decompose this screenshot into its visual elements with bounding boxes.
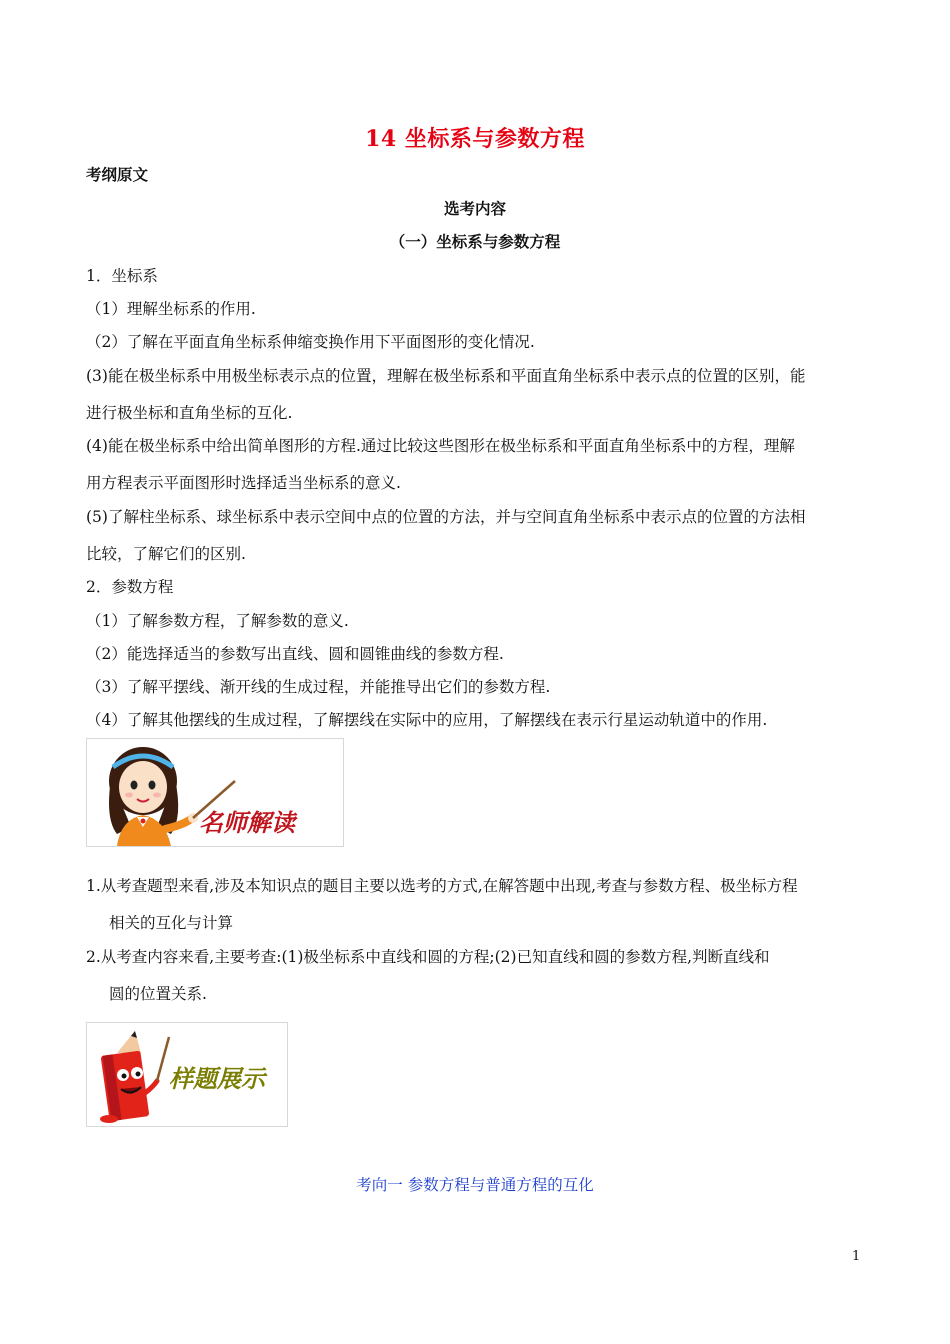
subheading-elective: 选考内容 — [443, 199, 506, 218]
section1-item: (4)能在极坐标系中给出简单图形的方程.通过比较这些图形在极坐标系和平面直角坐标系中的方程，理解 — [86, 437, 795, 455]
section1-item: (3)能在极坐标系中用极坐标表示点的位置，理解在极坐标系和平面直角坐标系中表示点的位置的区别，能 — [86, 367, 806, 385]
section1-item-cont: 用方程表示平面图形时选择适当坐标系的意义. — [86, 474, 401, 492]
subheading-topic: （一）坐标系与参数方程 — [389, 232, 561, 251]
red-pencil-mascot — [87, 1023, 287, 1126]
teacher-banner — [86, 738, 344, 847]
analysis-point-2: 2.从考查内容来看,主要考查:(1)极坐标系中直线和圆的方程;(2)已知直线和圆的参数方程,判断直线和 — [86, 948, 770, 966]
section1-item-cont: 进行极坐标和直角坐标的互化. — [86, 404, 293, 422]
page-title: 14 坐标系与参数方程 — [365, 126, 585, 152]
section2-item: （1）了解参数方程，了解参数的意义. — [86, 612, 349, 630]
banner1-text: 名师解读 — [199, 808, 295, 837]
section1-item: (5)了解柱坐标系、球坐标系中表示空间中点的位置的方法，并与空间直角坐标系中表示点的位置的方法相 — [86, 508, 806, 526]
section2-item: （4）了解其他摆线的生成过程，了解摆线在实际中的应用，了解摆线在表示行星运动轨道中的作用. — [86, 711, 768, 729]
section1-item-cont: 比较，了解它们的区别. — [86, 545, 246, 563]
section1-heading: 1．坐标系 — [86, 267, 158, 285]
analysis-point-1: 1.从考查题型来看,涉及本知识点的题目主要以选考的方式,在解答题中出现,考查与参数方程、极坐标方程 — [86, 877, 798, 895]
analysis-point-1-cont: 相关的互化与计算 — [109, 914, 234, 932]
teacher-pointer-illustration — [87, 739, 343, 846]
section2-heading: 2．参数方程 — [86, 578, 174, 596]
section1-item: （2）了解在平面直角坐标系伸缩变换作用下平面图形的变化情况. — [86, 333, 535, 351]
page-number: 1 — [852, 1249, 861, 1264]
sample-banner — [86, 1022, 288, 1127]
outline-heading: 考纲原文 — [86, 165, 149, 184]
analysis-point-2-cont: 圆的位置关系. — [109, 985, 207, 1003]
section2-item: （2）能选择适当的参数写出直线、圆和圆锥曲线的参数方程. — [86, 645, 504, 663]
section-link-direction-1[interactable]: 考向一 参数方程与普通方程的互化 — [356, 1176, 594, 1194]
section1-item: （1）理解坐标系的作用. — [86, 300, 256, 318]
banner2-text: 样题展示 — [169, 1064, 265, 1093]
section2-item: （3）了解平摆线、渐开线的生成过程，并能推导出它们的参数方程. — [86, 678, 551, 696]
